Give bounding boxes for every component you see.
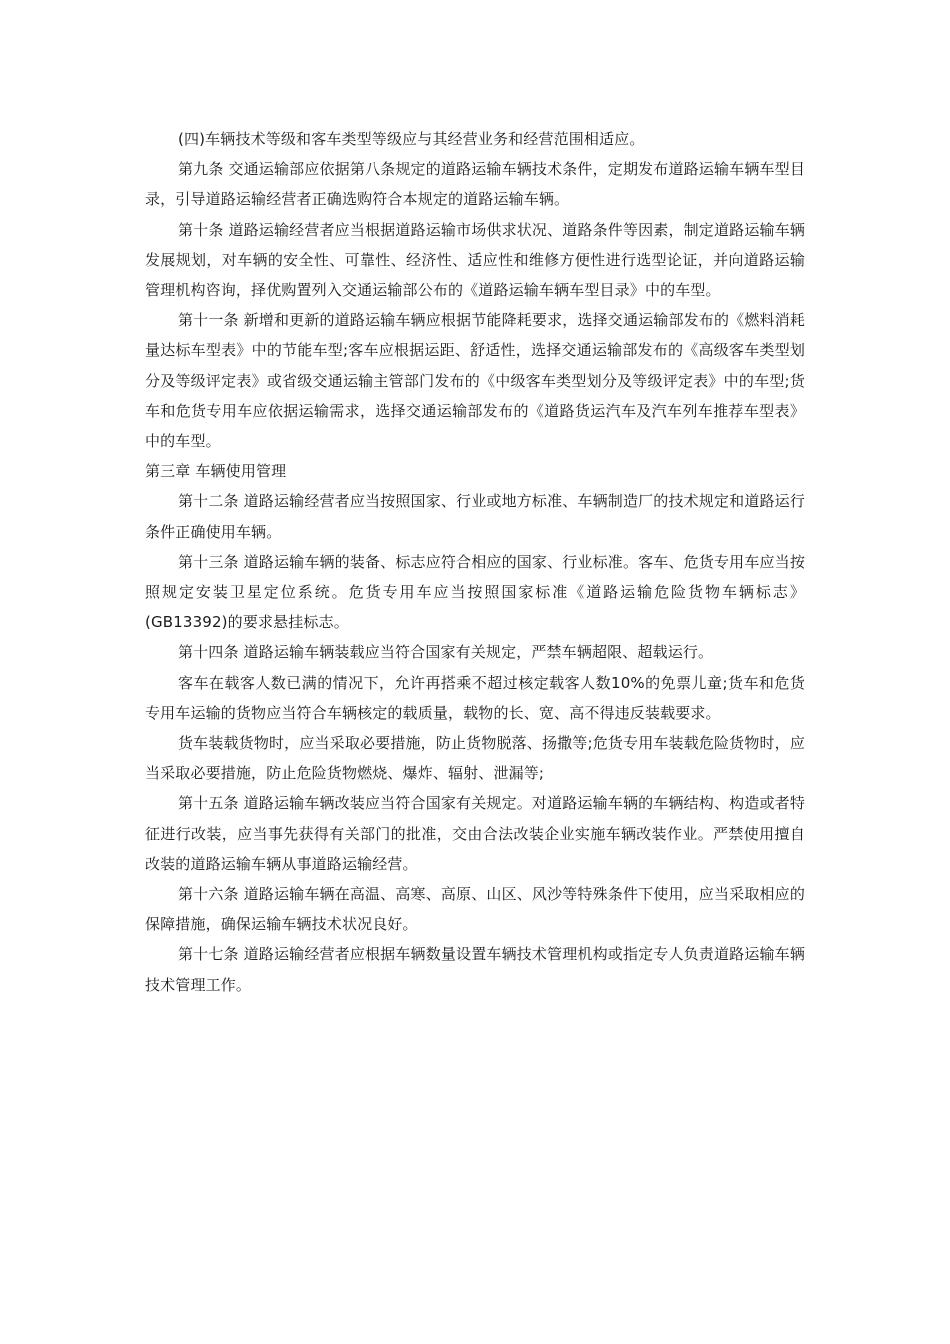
article-17: 第十七条 道路运输经营者应根据车辆数量设置车辆技术管理机构或指定专人负责道路运输车辆技术管理工作。	[145, 945, 805, 994]
article-14-freight-paragraph: 货车装载货物时，应当采取必要措施，防止货物脱落、扬撒等;危货专用车装载危险货物时，应当采取必要措施，防止危险货物燃烧、爆炸、辐射、泄漏等;	[145, 734, 805, 783]
article-14-passenger-paragraph: 客车在载客人数已满的情况下，允许再搭乘不超过核定载客人数10%的免票儿童;货车和危货专用车运输的货物应当符合车辆核定的载质量，载物的长、宽、高不得违反装载要求。	[145, 673, 805, 722]
document-body	[145, 124, 805, 1000]
chapter-3-heading: 第三章 车辆使用管理	[145, 462, 287, 481]
article-14: 第十四条 道路运输车辆装载应当符合国家有关规定，严禁车辆超限、超载运行。	[178, 643, 714, 662]
article-10: 第十条 道路运输经营者应当根据道路运输市场供求状况、道路条件等因素，制定道路运输车辆发展规划，对车辆的安全性、可靠性、经济性、适应性和维修方便性进行选型论证，并向道路运输管理机构咨询，择优购置列入交通运输部公布的《道路运输车辆车型目录》中的车型。	[145, 220, 805, 300]
article-16: 第十六条 道路运输车辆在高温、高寒、高原、山区、风沙等特殊条件下使用，应当采取相应的保障措施，确保运输车辆技术状况良好。	[145, 885, 805, 934]
article-15: 第十五条 道路运输车辆改装应当符合国家有关规定。对道路运输车辆的车辆结构、构造或者特征进行改装，应当事先获得有关部门的批准，交由合法改装企业实施车辆改装作业。严禁使用擅自改装的道路运输车辆从事道路运输经营。	[145, 794, 805, 873]
article-9: 第九条 交通运输部应依据第八条规定的道路运输车辆技术条件，定期发布道路运输车辆车型目录，引导道路运输经营者正确选购符合本规定的道路运输车辆。	[145, 160, 805, 209]
paragraph-item-4: (四)车辆技术等级和客车类型等级应与其经营业务和经营范围相适应。	[178, 130, 645, 148]
article-13: 第十三条 道路运输车辆的装备、标志应符合相应的国家、行业标准。客车、危货专用车应当按照规定安装卫星定位系统。危货专用车应当按照国家标准《道路运输危险货物车辆标志》(GB13392)的要求悬挂标志。	[145, 552, 805, 632]
article-12: 第十二条 道路运输经营者应当按照国家、行业或地方标准、车辆制造厂的技术规定和道路运行条件正确使用车辆。	[145, 492, 805, 541]
article-11: 第十一条 新增和更新的道路运输车辆应根据节能降耗要求，选择交通运输部发布的《燃料消耗量达标车型表》中的节能车型;客车应根据运距、舒适性，选择交通运输部发布的《高级客车类型划分及等级评定表》或省级交通运输主管部门发布的《中级客车类型划分及等级评定表》中的车型;货车和危货专用车应依据运输需求，选择交通运输部发布的《道路货运汽车及汽车列车推荐车型表》中的车型。	[145, 311, 805, 451]
